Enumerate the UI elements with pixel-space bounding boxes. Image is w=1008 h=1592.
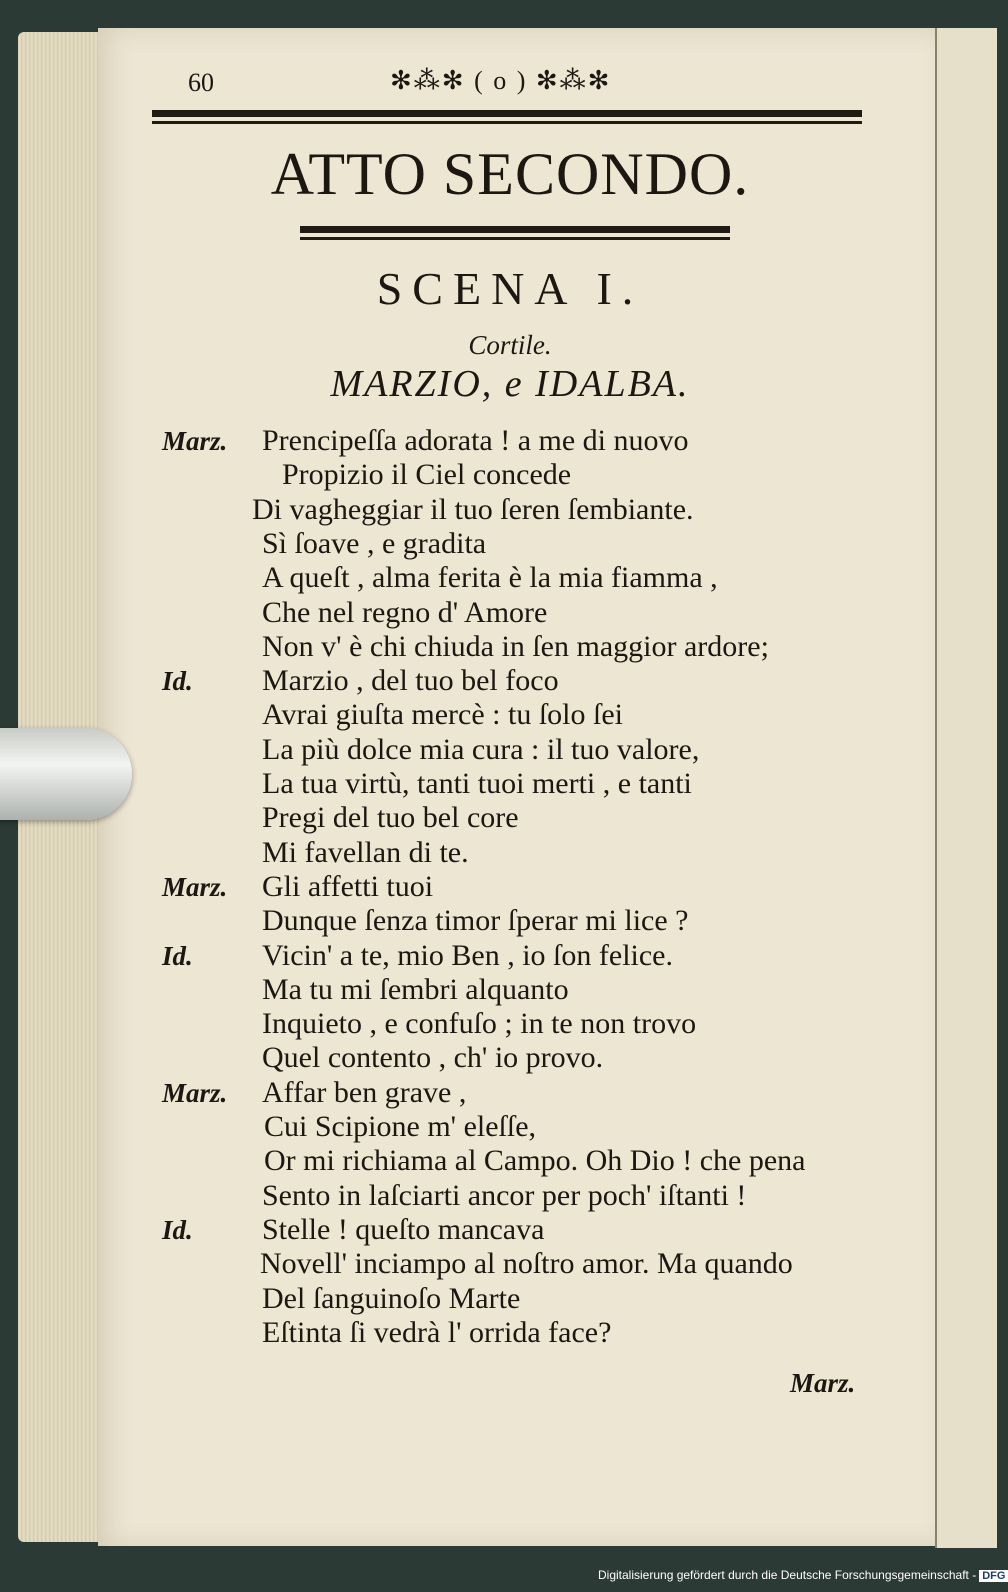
speaker-label: Marz. [162,426,228,456]
verse-line: Prencipeſſa adorata ! a me di nuovo [262,424,689,457]
verse-line: Cui Scipione m' eleſſe, [264,1110,537,1143]
verse-line: Affar ben grave , [262,1076,467,1109]
dfg-logo: DFG [979,1570,1008,1582]
facing-page-edge [935,28,997,1548]
verse-line: A queſt , alma ferita è la mia fiamma , [262,561,718,594]
scene-characters: MARZIO, e IDALBA. [330,363,690,405]
speaker-label: Marz. [162,1078,228,1108]
verse-line: Propizio il Ciel concede [282,458,572,491]
verse-line: Quel contento , ch' io provo. [262,1041,604,1074]
page-holder-clip [0,728,132,820]
title-rule-bottom [300,237,730,240]
verse-line: Pregi del tuo bel core [262,801,519,834]
verse-line: Del ſanguinoſo Marte [262,1282,521,1315]
header-rule-top [152,110,862,117]
verse-line: La più dolce mia cura : il tuo valore, [262,733,700,766]
verse-line: Or mi richiama al Campo. Oh Dio ! che pena [264,1144,806,1177]
speaker-label: Id. [162,941,193,971]
verse-line: Eſtinta ſi vedrà l' orrida face? [262,1316,612,1349]
verse-line: Ma tu mi ſembri alquanto [262,973,569,1006]
scene-heading: SCENA I. [376,263,644,314]
speaker-label: Id. [162,666,193,696]
scene-setting: Cortile. [468,330,552,360]
catchword: Marz. [790,1368,856,1398]
page-number: 60 [188,68,214,97]
verse-line: Dunque ſenza timor ſperar mi lice ? [262,904,689,937]
verse-line: Che nel regno d' Amore [262,596,548,629]
verse-line: Vicin' a te, mio Ben , io ſon felice. [262,939,673,972]
verse-line: Stelle ! queſto mancava [262,1213,545,1246]
verse-line: Sì ſoave , e gradita [262,527,487,560]
verse-line: La tua virtù, tanti tuoi merti , e tanti [262,767,692,800]
title-rule-top [300,226,730,233]
verse-line: Sento in laſciarti ancor per poch' iſtanti ! [262,1179,747,1212]
verse-line: Marzio , del tuo bel foco [262,664,559,697]
digitization-credit [598,1568,1008,1582]
verse-line: Gli affetti tuoi [262,870,434,903]
header-ornament: ✻⁂✻ ( o ) ✻⁂✻ [390,66,612,95]
credit-text: Digitalisierung gefördert durch die Deutsche Forschungsgemeinschaft - [598,1568,977,1582]
verse-line: Avrai giuſta mercè : tu ſolo ſei [262,698,623,731]
verse-line: Novell' inciampo al noſtro amor. Ma quando [260,1247,793,1280]
speaker-label: Id. [162,1215,193,1245]
verse-line: Non v' è chi chiuda in ſen maggior ardore; [262,630,769,663]
verse-line: Di vagheggiar il tuo ſeren ſembiante. [252,493,694,526]
verse-line: Inquieto , e confuſo ; in te non trovo [262,1007,697,1040]
act-title: ATTO SECONDO. [270,141,750,207]
header-rule-bottom [152,121,862,124]
verse-line: Mi favellan di te. [262,836,469,869]
speaker-label: Marz. [162,872,228,902]
